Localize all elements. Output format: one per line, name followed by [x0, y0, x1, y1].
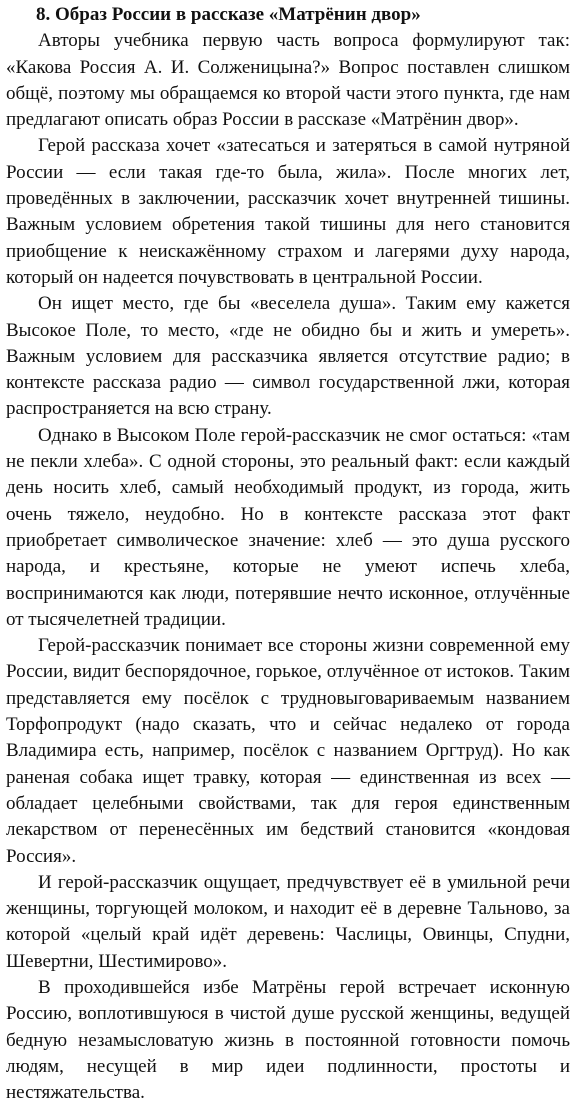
section-title: 8. Образ России в рассказе «Матрёнин двор» [36, 4, 421, 25]
paragraph-3: Он ищет место, где бы «веселела душа». Таким ему кажется Высокое Поле, то место, «где не обидно бы и жить и умереть». Важным условием для рассказчика является отсутствие радио; в контексте рассказа радио — символ государственной лжи, которая распространяется на всю страну. [6, 293, 570, 420]
paragraph-6: И герой-рассказчик ощущает, предчувствует её в умильной речи женщины, торгующей молоком, и находит её в деревне Тальново, за которой «целый край идёт деревень: Часлицы, Овинцы, Спудни, Шевертни, Шестимирово». [6, 871, 570, 972]
paragraph-4: Однако в Высоком Поле герой-рассказчик не смог остаться: «там не пекли хлеба». С одной стороны, это реальный факт: если каждый день носить хлеб, самый необходимый продукт, из города, жить очень тяжело, неудобно. Но в контексте рассказа этот факт приобретает символическое значение: хлеб — это душа русского народа, и крестьяне, которые не умеют испечь хлеба, воспринимаются как люди, потерявшие нечто исконное, отлучённые от тысячелетней традиции. [6, 424, 570, 630]
paragraph-1: Авторы учебника первую часть вопроса формулируют так: «Какова Россия А. И. Солженицына?» Вопрос поставлен слишком общё, поэтому мы обращаемся ко второй части этого пункта, где нам предлагают описать образ России в рассказе «Матрёнин двор». [6, 30, 570, 131]
paragraph-7: В проходившейся избе Матрёны герой встречает исконную Россию, воплотившуюся в чистой душе русской женщины, ведущей бедную незамысловатую жизнь в постоянной готовности помочь людям, несущей в мир идеи подлинности, простоты и нестяжательства. [6, 976, 570, 1104]
paragraph-5: Герой-рассказчик понимает все стороны жизни современной ему России, видит беспорядочное, горькое, отлучённое от истоков. Таким представляется ему посёлок с трудновыговариваемым названием Торфопродукт (надо сказать, что и сейчас недалеко от города Владимира есть, например, посёлок с названием Оргтруд). Но как раненая собака ищет травку, которая — единственная из всех — обладает целебными свойствами, так для героя единственным лекарством от перенесённых им бедствий становится «кондовая Россия». [6, 635, 570, 867]
paragraph-2: Герой рассказа хочет «затесаться и затеряться в самой нутряной России — если такая где-то была, жила». После многих лет, проведённых в заключении, рассказчик хочет внутренней тишины. Важным условием обретения такой тишины для него становится приобщение к неискажённому страхом и лагерями духу народа, который он надеется почувствовать в центральной России. [6, 135, 570, 288]
